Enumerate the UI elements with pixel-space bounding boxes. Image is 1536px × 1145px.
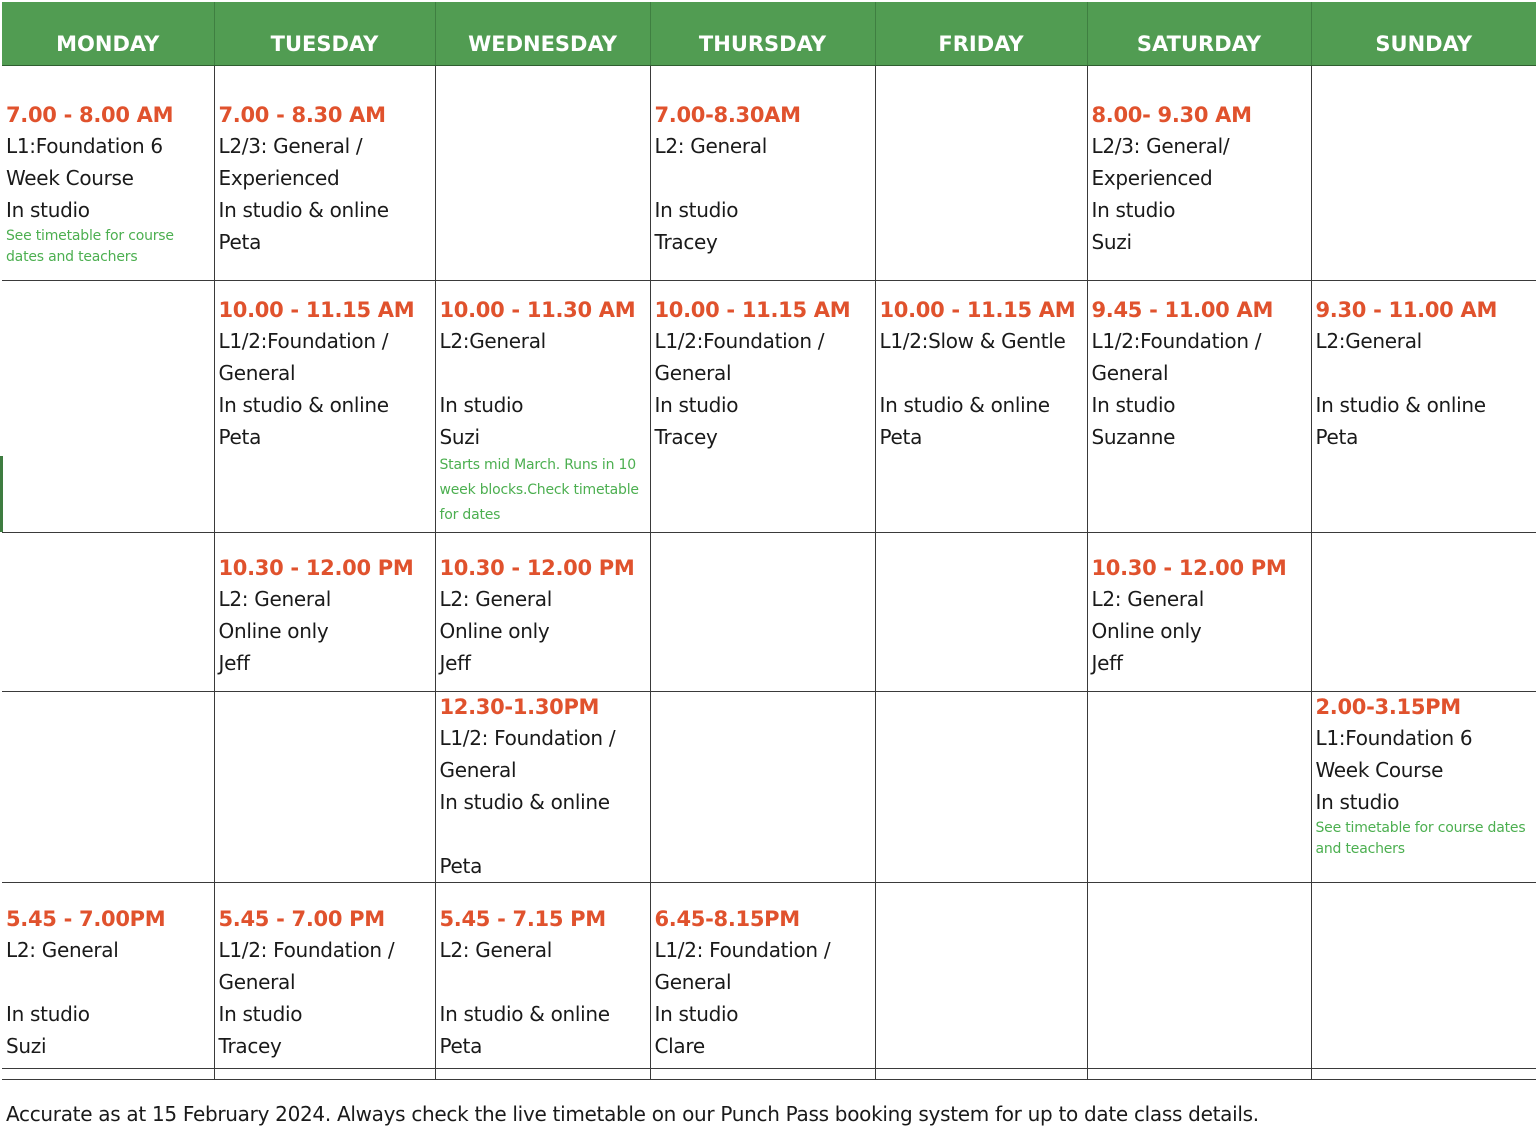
class-detail: L1/2: Foundation /	[218, 937, 395, 962]
class-cell	[1311, 691, 1536, 882]
day-header-monday: MONDAY	[2, 2, 214, 65]
class-detail: Clare	[654, 1033, 705, 1058]
class-time: 9.45 - 11.00 AM	[1091, 297, 1274, 322]
class-cell	[214, 65, 435, 280]
schedule-row	[2, 532, 1536, 691]
class-time: 10.00 - 11.30 AM	[439, 297, 636, 322]
class-detail: In studio	[654, 392, 739, 417]
class-detail: Week Course	[6, 165, 134, 190]
class-detail: Online only	[439, 618, 550, 643]
class-detail: In studio	[1315, 789, 1400, 814]
class-cell	[435, 65, 650, 280]
class-detail: L2: General	[6, 937, 119, 962]
class-time: 10.30 - 12.00 PM	[1091, 555, 1287, 580]
day-header-wednesday: WEDNESDAY	[435, 2, 650, 65]
class-detail: Peta	[439, 1033, 483, 1058]
class-detail: L1:Foundation 6	[1315, 725, 1473, 750]
class-detail: L1/2:Foundation /	[1091, 328, 1262, 353]
class-detail: In studio	[654, 1001, 739, 1026]
class-detail	[655, 162, 875, 194]
class-detail: Jeff	[1091, 650, 1123, 675]
class-detail: Peta	[218, 229, 262, 254]
class-detail: General	[439, 757, 517, 782]
class-detail: In studio & online	[439, 789, 610, 814]
class-cell	[650, 280, 875, 532]
day-header-row	[2, 2, 1536, 65]
class-cell	[875, 882, 1087, 1079]
class-time: 2.00-3.15PM	[1315, 694, 1461, 719]
class-cell	[1087, 65, 1311, 280]
class-detail: Peta	[439, 853, 483, 878]
class-cell	[875, 65, 1087, 280]
class-detail: In studio	[439, 392, 524, 417]
class-detail: L1:Foundation 6	[6, 133, 163, 158]
class-detail: Tracey	[654, 424, 718, 449]
class-time: 5.45 - 7.15 PM	[439, 906, 606, 931]
table-bottom-border	[2, 1068, 1536, 1069]
class-detail: Suzanne	[1091, 424, 1176, 449]
class-detail: L2: General	[439, 586, 552, 611]
class-time: 7.00 - 8.30 AM	[218, 102, 386, 127]
class-detail: Tracey	[218, 1033, 282, 1058]
class-cell	[214, 532, 435, 691]
schedule-row	[2, 65, 1536, 280]
class-cell	[875, 691, 1087, 882]
class-detail: General	[218, 969, 296, 994]
class-cell	[875, 532, 1087, 691]
class-detail: In studio	[1091, 197, 1176, 222]
class-time: 12.30-1.30PM	[439, 694, 600, 719]
class-cell	[1311, 532, 1536, 691]
class-detail: L2: General	[654, 133, 767, 158]
class-detail: Suzi	[1091, 229, 1132, 254]
class-detail: L1/2:Slow & Gentle	[879, 328, 1066, 353]
class-cell	[2, 691, 214, 882]
class-detail	[1316, 357, 1536, 389]
class-time: 10.30 - 12.00 PM	[439, 555, 635, 580]
class-cell	[2, 280, 214, 532]
day-header-tuesday: TUESDAY	[214, 2, 435, 65]
class-detail: Jeff	[218, 650, 250, 675]
class-detail: L2/3: General /	[218, 133, 363, 158]
class-detail: General	[1091, 360, 1169, 385]
class-detail: General	[654, 360, 732, 385]
class-detail: Suzi	[439, 424, 480, 449]
class-detail: Peta	[218, 424, 262, 449]
class-detail: In studio	[6, 1001, 90, 1026]
class-note: See timetable for course dates and teachers	[6, 227, 174, 265]
class-detail: In studio & online	[439, 1001, 610, 1026]
class-detail	[6, 966, 214, 998]
class-cell	[435, 882, 650, 1079]
class-cell	[1311, 882, 1536, 1079]
class-detail: L2: General	[218, 586, 331, 611]
class-cell	[435, 691, 650, 882]
class-detail: Experienced	[218, 165, 340, 190]
class-cell	[2, 882, 214, 1079]
class-detail: Week Course	[1315, 757, 1444, 782]
class-detail: L1/2: Foundation /	[654, 937, 831, 962]
class-detail	[440, 818, 650, 850]
class-detail: In studio & online	[879, 392, 1050, 417]
class-detail: In studio & online	[1315, 392, 1486, 417]
class-detail: General	[218, 360, 296, 385]
class-cell	[1311, 65, 1536, 280]
class-detail: L1/2:Foundation /	[218, 328, 389, 353]
class-time: 10.00 - 11.15 AM	[654, 297, 851, 322]
class-detail: L2: General	[439, 937, 552, 962]
day-header-thursday: THURSDAY	[650, 2, 875, 65]
class-cell	[650, 65, 875, 280]
class-detail: In studio	[6, 197, 90, 222]
class-cell	[1087, 532, 1311, 691]
class-cell	[435, 280, 650, 532]
class-cell	[1087, 691, 1311, 882]
class-detail: In studio & online	[218, 392, 389, 417]
day-header-friday: FRIDAY	[875, 2, 1087, 65]
day-header-sunday: SUNDAY	[1311, 2, 1536, 65]
class-note: Starts mid March. Runs in 10 week blocks.Check timetable for dates	[439, 456, 639, 523]
class-detail: L2:General	[1315, 328, 1422, 353]
class-detail: Online only	[218, 618, 329, 643]
day-header-saturday: SATURDAY	[1087, 2, 1311, 65]
class-time: 7.00-8.30AM	[654, 102, 801, 127]
class-cell	[2, 65, 214, 280]
class-time: 10.00 - 11.15 AM	[879, 297, 1076, 322]
class-time: 8.00- 9.30 AM	[1091, 102, 1252, 127]
class-time: 5.45 - 7.00 PM	[218, 906, 385, 931]
class-time: 7.00 - 8.00 AM	[6, 102, 174, 127]
class-detail: In studio	[218, 1001, 303, 1026]
class-cell	[1087, 882, 1311, 1079]
class-detail: L2/3: General/	[1091, 133, 1230, 158]
class-detail	[880, 357, 1087, 389]
class-detail: General	[654, 969, 732, 994]
class-cell	[2, 532, 214, 691]
class-cell	[1087, 280, 1311, 532]
class-cell	[650, 691, 875, 882]
class-detail: L1/2:Foundation /	[654, 328, 825, 353]
class-cell	[650, 882, 875, 1079]
footer-note: Accurate as at 15 February 2024. Always check the live timetable on our Punch Pass booking system for up to date class details.	[6, 1102, 1259, 1126]
class-detail: Peta	[879, 424, 923, 449]
class-detail: Tracey	[654, 229, 718, 254]
class-cell	[214, 882, 435, 1079]
class-detail: L2:General	[439, 328, 546, 353]
class-time: 9.30 - 11.00 AM	[1315, 297, 1498, 322]
class-detail: Jeff	[439, 650, 471, 675]
class-detail: L1/2: Foundation /	[439, 725, 616, 750]
class-time: 5.45 - 7.00PM	[6, 906, 166, 931]
class-note: See timetable for course dates and teachers	[1315, 819, 1526, 857]
class-detail	[440, 966, 650, 998]
class-detail: Online only	[1091, 618, 1202, 643]
schedule-row	[2, 280, 1536, 532]
schedule-row	[2, 691, 1536, 882]
class-detail: Experienced	[1091, 165, 1213, 190]
class-detail	[440, 357, 650, 389]
class-detail: Peta	[1315, 424, 1359, 449]
class-cell	[435, 532, 650, 691]
class-time: 10.00 - 11.15 AM	[218, 297, 415, 322]
class-cell	[214, 691, 435, 882]
class-detail: In studio	[654, 197, 739, 222]
schedule-row	[2, 882, 1536, 1079]
class-cell	[1311, 280, 1536, 532]
class-detail: L2: General	[1091, 586, 1204, 611]
class-detail: Suzi	[6, 1033, 47, 1058]
class-time: 6.45-8.15PM	[654, 906, 800, 931]
timetable	[2, 2, 1536, 1080]
class-time: 10.30 - 12.00 PM	[218, 555, 414, 580]
class-detail: In studio & online	[218, 197, 389, 222]
class-detail: In studio	[1091, 392, 1176, 417]
class-cell	[650, 532, 875, 691]
class-cell	[875, 280, 1087, 532]
class-cell	[214, 280, 435, 532]
